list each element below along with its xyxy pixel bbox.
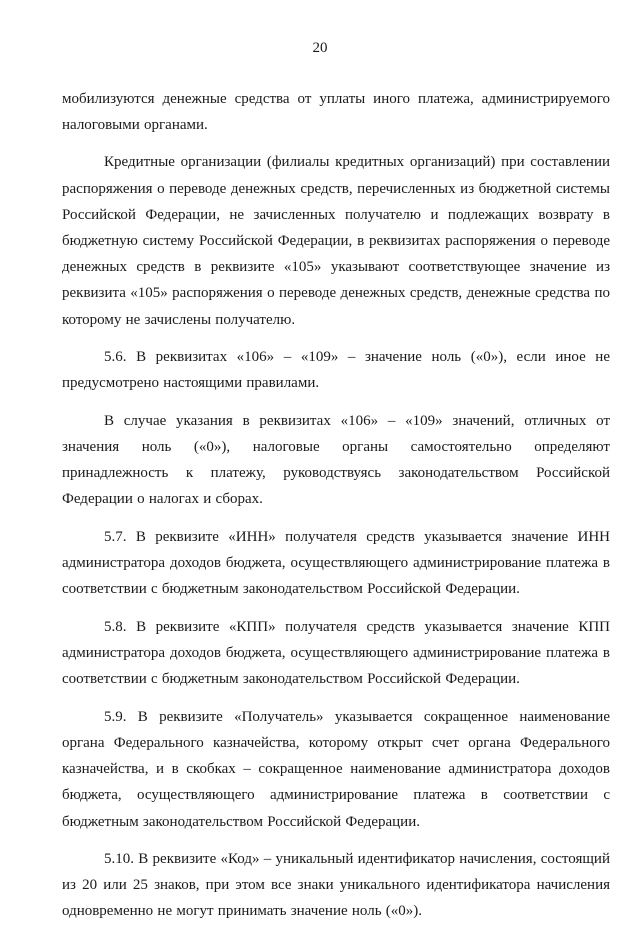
page-number: 20 xyxy=(312,40,328,56)
document-body xyxy=(62,86,610,936)
paragraph-5-9: 5.9. В реквизите «Получатель» указывается сокращенное наименование органа Федерального казначейства, которому открыт счет органа Федерального казначейства, и в скобках – сокращенное наименование администратора доходов бюджета, осуществляющего администрирование платежа в соответствии с бюджетным законодательством Российской Федерации. xyxy=(62,708,610,830)
paragraph-continuation: мобилизуются денежные средства от уплаты иного платежа, администрируемого налоговыми органами. xyxy=(62,91,610,134)
paragraph-5-6-note: В случае указания в реквизитах «106» – «109» значений, отличных от значения ноль («0»), налоговые органы самостоятельно определяют принадлежность к платежу, руководствуясь законодательством Российской Федерации о налогах и сборах. xyxy=(62,412,610,508)
paragraph-5-8: 5.8. В реквизите «КПП» получателя средств указывается значение КПП администратора доходов бюджета, осуществляющего администрирование платежа в соответствии с бюджетным законодательством Российской Федерации. xyxy=(62,618,610,688)
paragraph-5-7: 5.7. В реквизите «ИНН» получателя средств указывается значение ИНН администратора доходов бюджета, осуществляющего администрирование платежа в соответствии с бюджетным законодательством Российской Федерации. xyxy=(62,528,610,598)
paragraph-5-10: 5.10. В реквизите «Код» – уникальный идентификатор начисления, состоящий из 20 или 25 знаков, при этом все знаки уникального идентификатора начисления одновременно не могут принимать значение ноль («0»). xyxy=(62,851,610,920)
paragraph-credit-organizations: Кредитные организации (филиалы кредитных организаций) при составлении распоряжения о переводе денежных средств, перечисленных из бюджетной системы Российской Федерации, не зачисленных получателю и подлежащих возврату в бюджетную систему Российской Федерации, в реквизитах распоряжения о переводе денежных средств в реквизите «105» указывают соответствующее значение из реквизита «105» распоряжения о переводе денежных средств, денежные средства по которому не зачислены получателю. xyxy=(62,154,610,328)
paragraph-5-6: 5.6. В реквизитах «106» – «109» – значение ноль («0»), если иное не предусмотрено настоящими правилами. xyxy=(62,349,610,392)
